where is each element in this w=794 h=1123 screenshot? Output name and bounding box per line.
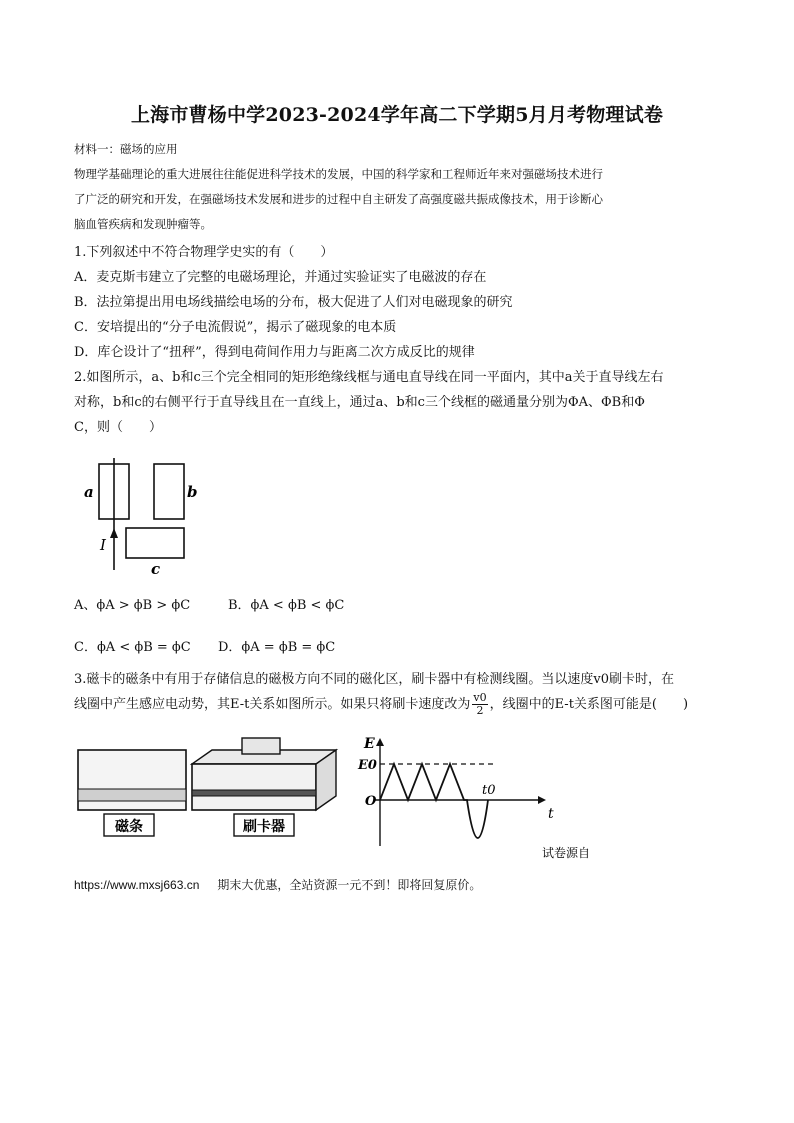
frame-c — [126, 528, 184, 558]
label-reader: 刷卡器 — [243, 819, 285, 835]
q1-option-c: C．安培提出的“分子电流假说”，揭示了磁现象的电本质 — [74, 320, 397, 335]
reader-slot — [192, 790, 316, 796]
q3-figure — [74, 734, 604, 864]
label-c: c — [151, 560, 161, 578]
axis-label-t0: t0 — [482, 783, 496, 798]
q3-stem-line-2-start: 线圈中产生感应电动势，其E-t关系如图所示。如果只将刷卡速度改为 — [74, 697, 471, 712]
reader-head — [242, 738, 280, 754]
material-paragraph-line-1: 物理学基础理论的重大进展往往能促进科学技术的发展，中国的科学家和工程师近年来对强磁场技术进行 — [74, 167, 603, 181]
q2-stem-line-1: 2.如图所示，a、b和c三个完全相同的矩形绝缘线框与通电直导线在同一平面内，其中a关于直导线左右 — [74, 370, 664, 385]
current-arrow — [110, 528, 118, 538]
axis-label-e: E — [364, 736, 375, 752]
label-b: b — [187, 483, 198, 501]
page-title: 上海市曹杨中学2023-2024学年高二下学期5月月考物理试卷 — [130, 104, 664, 126]
q2-option-d: D．ϕA = ϕB = ϕC — [218, 640, 336, 655]
q3-stem-line-2 — [74, 692, 688, 717]
magnetic-stripe — [78, 789, 186, 801]
q2-figure — [80, 458, 198, 580]
q1-option-d: D．库仑设计了“扭秤”，得到电荷间作用力与距离二次方成反比的规律 — [74, 345, 475, 360]
material-paragraph-line-2: 了广泛的研究和开发，在强磁场技术发展和进步的过程中自主研发了高强度磁共振成像技术，用于诊断心 — [74, 192, 603, 206]
q3-stem-line-2-end: ，线圈中的E-t关系图可能是( ) — [489, 697, 689, 712]
q2-option-c: C．ϕA < ϕB = ϕC — [74, 640, 191, 655]
footer-url[interactable]: https://www.mxsj663.cn — [74, 878, 200, 892]
speed-fraction — [472, 692, 487, 717]
emf-curve — [380, 764, 488, 838]
q2-option-b: B．ϕA < ϕB < ϕC — [228, 598, 345, 613]
q2-stem-line-2: 对称，b和c的右侧平行于直导线且在一直线上，通过a、b和c三个线框的磁通量分别为ΦA、ΦB和Φ — [74, 395, 645, 410]
q2-stem-line-3: C，则（ ） — [74, 420, 162, 435]
axis-label-e0: E0 — [358, 758, 377, 773]
frame-b — [154, 464, 184, 519]
material-heading: 材料一：磁场的应用 — [74, 142, 178, 156]
fraction-numerator: v0 — [473, 691, 487, 704]
card-reader-body — [192, 764, 316, 810]
axis-label-t: t — [548, 806, 554, 822]
q1-option-b: B．法拉第提出用电场线描绘电场的分布，极大促进了人们对电磁现象的研究 — [74, 295, 513, 310]
footer — [74, 876, 481, 893]
source-note: 试卷源自 — [542, 846, 591, 860]
q1-stem: 1.下列叙述中不符合物理学史实的有（ ） — [74, 245, 334, 260]
footer-promo: 期末大优惠，全站资源一元不到！即将回复原价。 — [217, 878, 482, 892]
label-stripe: 磁条 — [115, 819, 143, 835]
q1-option-a: A．麦克斯韦建立了完整的电磁场理论，并通过实验证实了电磁波的存在 — [74, 270, 487, 285]
fraction-denominator: 2 — [476, 704, 484, 717]
label-I: I — [100, 536, 106, 554]
label-a: a — [84, 483, 94, 501]
q3-stem-line-1: 3.磁卡的磁条中有用于存储信息的磁极方向不同的磁化区，刷卡器中有检测线圈。当以速度v0刷卡时，在 — [74, 672, 675, 687]
axis-label-o: O — [365, 794, 377, 809]
material-paragraph-line-3: 脑血管疾病和发现肿瘤等。 — [74, 217, 212, 231]
q2-option-a: A、ϕA > ϕB > ϕC — [74, 598, 191, 613]
